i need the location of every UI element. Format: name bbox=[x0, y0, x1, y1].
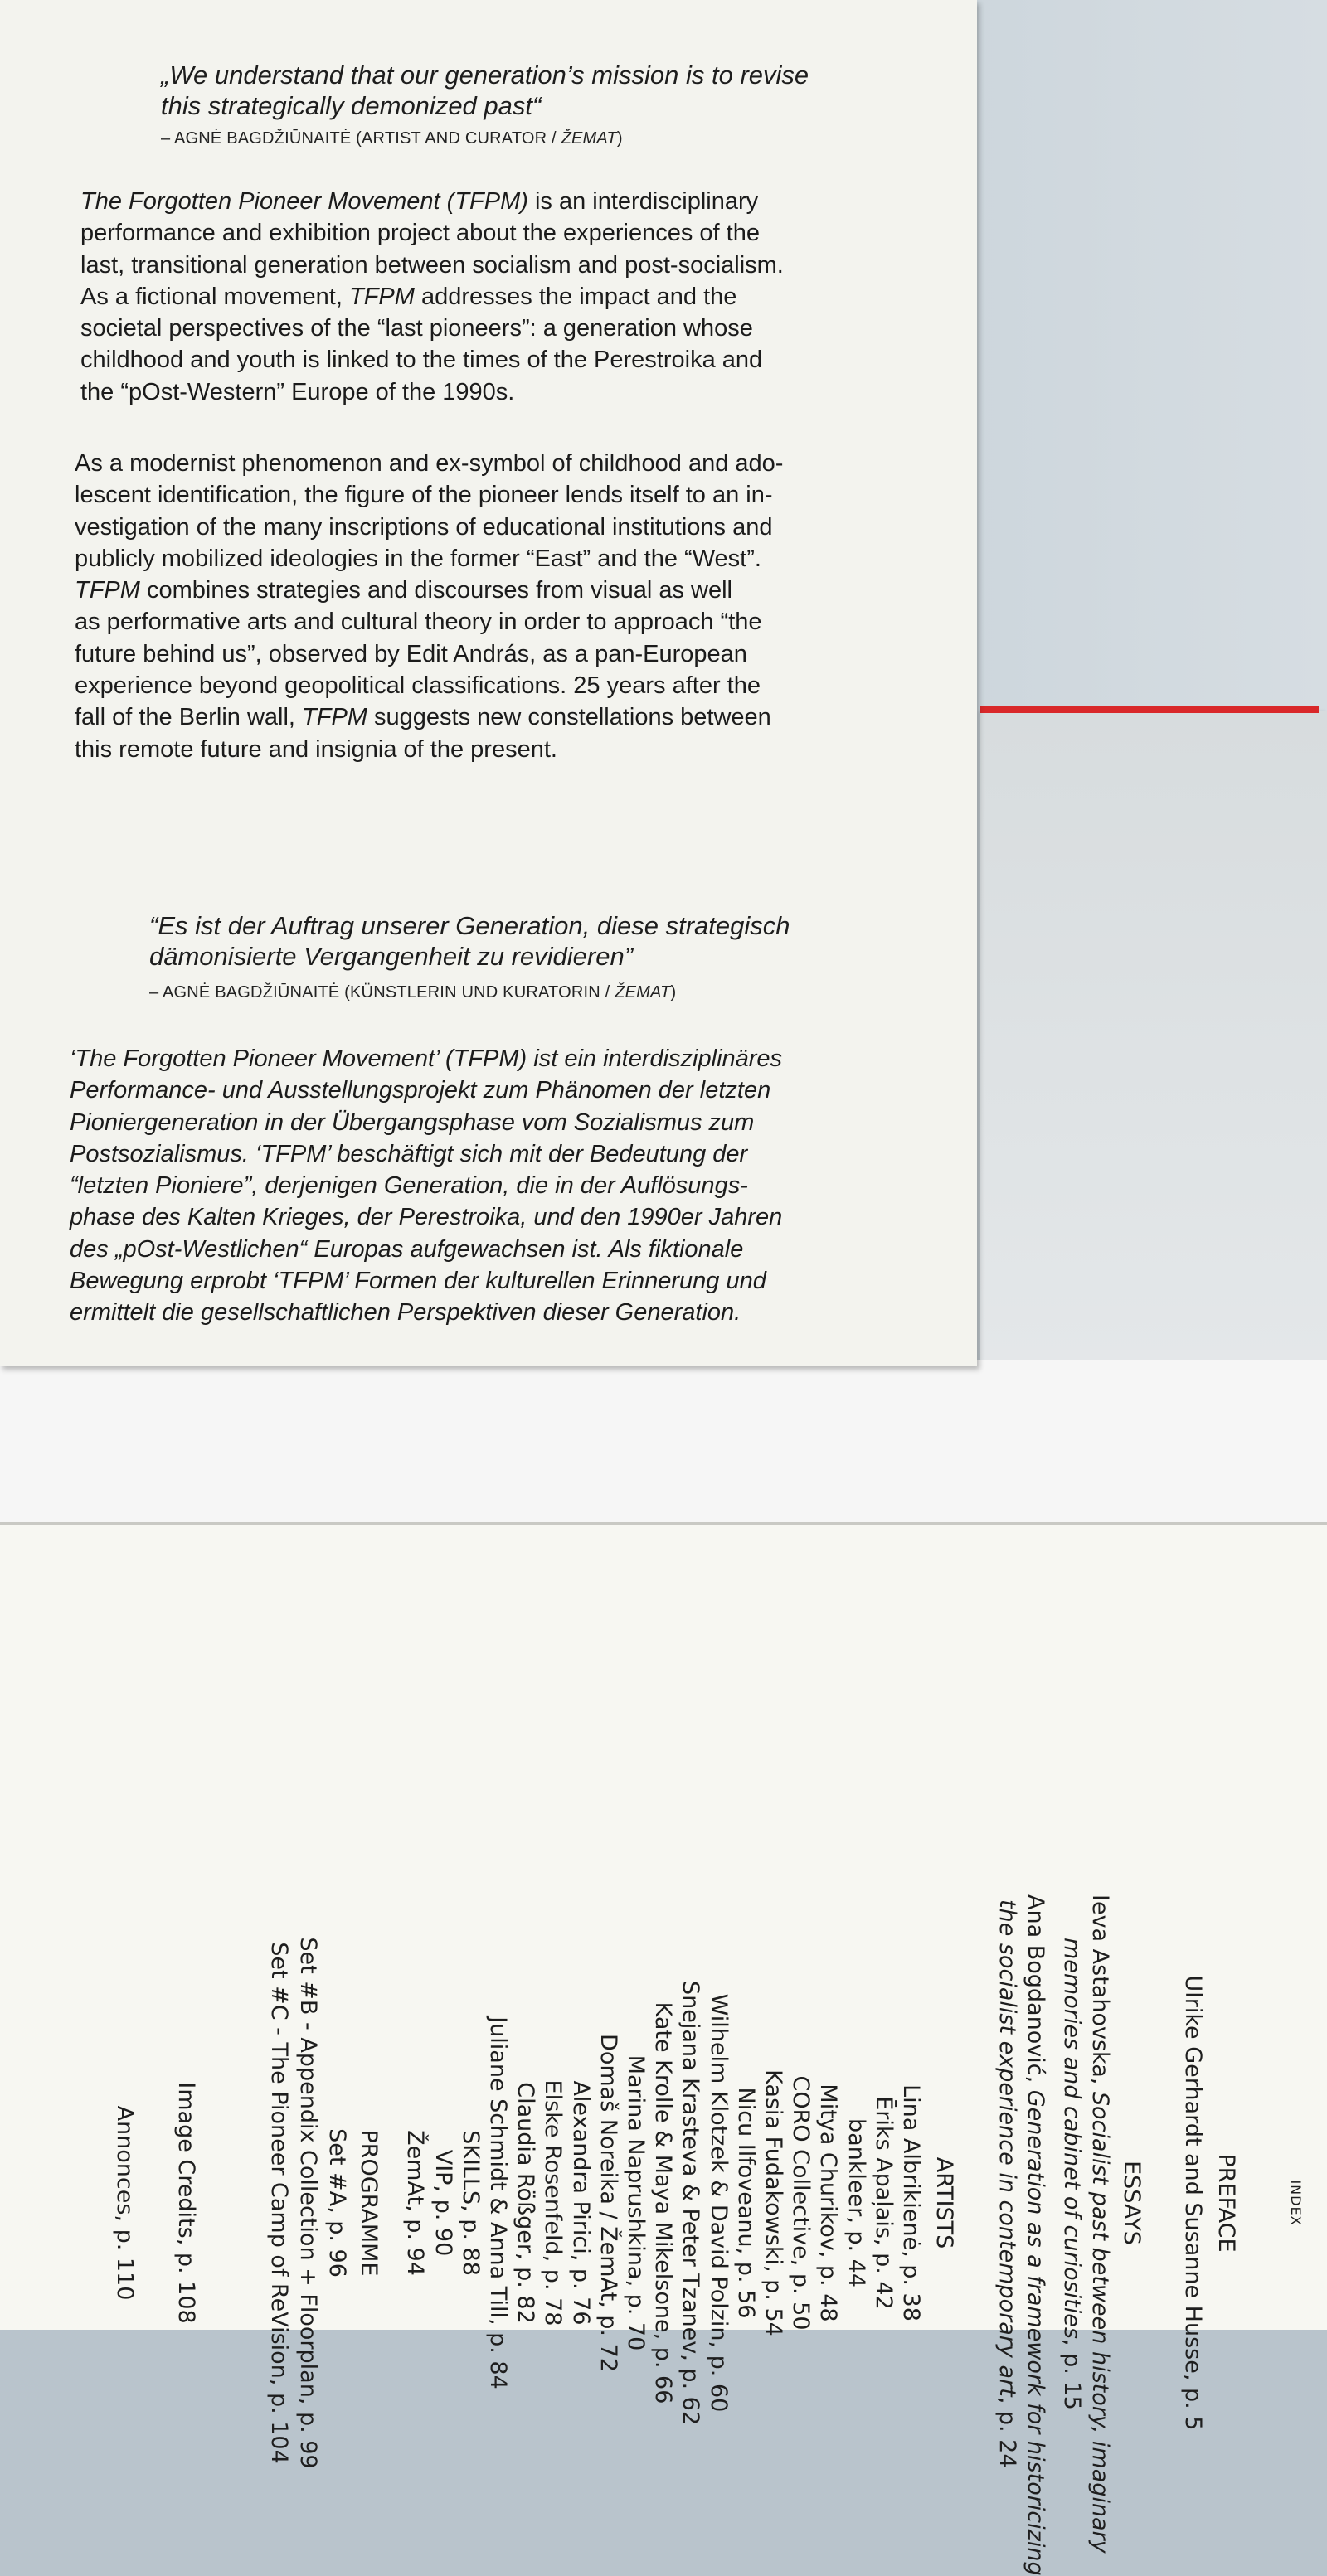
english-paragraph-2-line: lescent identification, the figure of the pioneer lends itself to an in- bbox=[75, 482, 773, 509]
artist-entry: Nicu Ilfoveanu, p. 56 bbox=[732, 2087, 759, 2319]
german-quote-line-2: dämonisierte Vergangenheit zu revidieren” bbox=[149, 942, 634, 971]
english-paragraph-2-line: publicly mobilized ideologies in the former “East” and the “West”. bbox=[75, 545, 761, 572]
programme-entry: Set #C - The Pioneer Camp of ReVision, p. 104 bbox=[266, 1942, 292, 2464]
essay-1-title-b: memories and cabinet of curiosities bbox=[1059, 1938, 1085, 2339]
essay-2-author: Ana Bogdanović, bbox=[1023, 1894, 1048, 2090]
programme-entry: Set #A, p. 96 bbox=[324, 2128, 350, 2278]
top-page bbox=[0, 0, 977, 1366]
english-paragraph-2-line: fall of the Berlin wall, TFPM suggests new constellations between bbox=[75, 704, 771, 731]
german-quote-line-1: “Es ist der Auftrag unserer Generation, diese strategisch bbox=[149, 911, 790, 940]
image-credits-entry: Image Credits, p. 108 bbox=[173, 2082, 199, 2324]
artist-entry: Snejana Krasteva & Peter Tzanev, p. 62 bbox=[678, 1980, 704, 2426]
artist-entry: Elske Rosenfeld, p. 78 bbox=[540, 2079, 566, 2326]
english-attribution-prefix: – AGNĖ BAGDŽIŪNAITĖ (ARTIST AND CURATOR / bbox=[161, 129, 561, 148]
artist-entry: Kate Krolle & Maya Mikelsone, p. 66 bbox=[650, 2001, 677, 2404]
artist-entry: Juliane Schmidt & Anna Till, p. 84 bbox=[485, 2016, 511, 2389]
english-paragraph-1 bbox=[80, 186, 784, 408]
artists-heading: ARTISTS bbox=[931, 2156, 957, 2249]
german-paragraph-line: “letzten Pioniere”, derjenigen Generation, die in der Auflösungs- bbox=[70, 1172, 748, 1200]
english-attribution bbox=[161, 129, 623, 148]
german-paragraph-line: Postsozialismus. ‘TFPM’ beschäftigt sich mit der Bedeutung der bbox=[70, 1140, 748, 1167]
english-paragraph-2-line: As a modernist phenomenon and ex-symbol of childhood and ado- bbox=[75, 450, 784, 477]
essay-1-line-1 bbox=[1087, 1894, 1113, 2554]
german-paragraph-line: ermittelt die gesellschaftlichen Perspektiven dieser Generation. bbox=[70, 1299, 741, 1327]
artist-entry: SKILLS, p. 88 bbox=[457, 2130, 484, 2276]
artist-entry: ŽemAt, p. 94 bbox=[402, 2130, 429, 2276]
german-paragraph bbox=[70, 1043, 782, 1329]
english-attribution-suffix: ) bbox=[616, 129, 623, 148]
german-paragraph-line: Bewegung erprobt ‘TFPM’ Formen der kulturellen Erinnerung und bbox=[70, 1268, 766, 1295]
english-paragraph-2-line: TFPM combines strategies and discourses from visual as well bbox=[75, 577, 732, 604]
english-paragraph-1-line: childhood and youth is linked to the times of the Perestroika and bbox=[80, 347, 763, 374]
essays-heading: ESSAYS bbox=[1119, 2161, 1145, 2245]
english-quote bbox=[161, 60, 809, 121]
english-paragraph-1-line: societal perspectives of the “last pioneers”: a generation whose bbox=[80, 315, 753, 342]
essay-2-line-1 bbox=[1023, 1894, 1048, 2576]
english-paragraph-1-line: As a fictional movement, TFPM addresses the impact and the bbox=[80, 283, 737, 310]
artist-entry: Wilhelm Klotzek & David Polzin, p. 60 bbox=[705, 1993, 732, 2413]
english-quote-line-1: „We understand that our generation’s mission is to revise bbox=[161, 61, 809, 90]
artist-entry: VIP, p. 90 bbox=[430, 2149, 456, 2257]
essay-2-line-2 bbox=[994, 1899, 1020, 2468]
english-paragraph-2-line: vestigation of the many inscriptions of educational institutions and bbox=[75, 513, 773, 541]
essay-1-title-a: Socialist past between history, imaginary bbox=[1087, 2091, 1113, 2554]
programme-heading: PROGRAMME bbox=[356, 2129, 382, 2277]
english-paragraph-1-line: The Forgotten Pioneer Movement (TFPM) is an interdisciplinary bbox=[80, 188, 759, 215]
artist-entry: Mitya Churikov, p. 48 bbox=[815, 2084, 842, 2322]
artist-entry: CORO Collective, p. 50 bbox=[788, 2075, 814, 2331]
index-section bbox=[10, 1888, 1304, 2576]
english-paragraph-1-line: the “pOst-Western” Europe of the 1990s. bbox=[80, 378, 515, 405]
essay-2-page: , p. 24 bbox=[994, 2396, 1020, 2468]
artist-entry: Alexandra Pirici, p. 76 bbox=[567, 2080, 594, 2326]
red-page-edge bbox=[980, 706, 1319, 713]
german-quote bbox=[149, 910, 790, 972]
german-paragraph-line: Performance- und Ausstellungsprojekt zum Phänomen der letzten bbox=[70, 1077, 771, 1104]
german-paragraph-line: phase des Kalten Krieges, der Perestroika, und den 1990er Jahren bbox=[70, 1204, 783, 1231]
german-paragraph-line: Pioniergeneration in der Übergangsphase vom Sozialismus zum bbox=[70, 1109, 755, 1136]
essay-2-title-a: Generation as a framework for historicizing bbox=[1023, 2089, 1048, 2576]
essay-2-title-b: the socialist experience in contemporary art bbox=[994, 1899, 1020, 2397]
english-paragraph-2 bbox=[75, 448, 783, 765]
german-attribution bbox=[149, 983, 676, 1002]
artist-entry: Domaš Noreika / ŽemAt, p. 72 bbox=[595, 2034, 621, 2372]
programme-entry: Set #B - Appendix Collection + Floorplan, p. 99 bbox=[295, 1937, 321, 2469]
german-paragraph-line: ‘The Forgotten Pioneer Movement’ (TFPM) ist ein interdisziplinäres bbox=[70, 1045, 783, 1072]
english-paragraph-2-line: experience beyond geopolitical classifications. 25 years after the bbox=[75, 672, 761, 700]
english-attribution-org: ŽEMAT bbox=[561, 129, 617, 148]
annonces-entry: Annonces, p. 110 bbox=[112, 2105, 138, 2301]
german-attribution-org: ŽEMAT bbox=[615, 983, 671, 1002]
artist-entry: Ēriks Apaļais, p. 42 bbox=[870, 2096, 897, 2310]
artist-entry: Marina Naprushkina, p. 70 bbox=[623, 2054, 649, 2351]
essay-1-line-2 bbox=[1059, 1938, 1085, 2410]
index-title: INDEX bbox=[1288, 2180, 1304, 2226]
english-paragraph-2-line: this remote future and insignia of the present. bbox=[75, 735, 557, 763]
german-attribution-suffix: ) bbox=[670, 983, 677, 1002]
german-attribution-prefix: – AGNĖ BAGDŽIŪNAITĖ (KÜNSTLERIN UND KURATORIN / bbox=[149, 983, 615, 1002]
german-paragraph-line: des „pOst-Westlichen“ Europas aufgewachsen ist. Als fiktionale bbox=[70, 1235, 744, 1263]
english-paragraph-2-line: future behind us”, observed by Edit András, as a pan-European bbox=[75, 640, 747, 667]
artist-entry: Lina Albrikienė, p. 38 bbox=[898, 2084, 924, 2321]
preface-heading: PREFACE bbox=[1213, 2153, 1239, 2253]
english-paragraph-1-line: last, transitional generation between socialism and post-socialism. bbox=[80, 251, 784, 279]
essay-1-page: , p. 15 bbox=[1059, 2338, 1085, 2410]
artist-entry: Kasia Fudakowski, p. 54 bbox=[761, 2069, 786, 2336]
english-paragraph-1-line: performance and exhibition project about the experiences of the bbox=[80, 220, 760, 247]
artist-entry: bankleer, p. 44 bbox=[843, 2118, 869, 2288]
english-paragraph-2-line: as performative arts and cultural theory in order to approach “the bbox=[75, 609, 762, 636]
english-quote-line-2: this strategically demonized past“ bbox=[161, 91, 542, 120]
preface-entry: Ulrike Gerhardt and Susanne Husse, p. 5 bbox=[1180, 1975, 1206, 2431]
artist-entry: Claudia Rößger, p. 82 bbox=[513, 2082, 539, 2324]
white-page-band bbox=[0, 1360, 1327, 1526]
essay-1-author: Ieva Astahovska, bbox=[1087, 1894, 1113, 2092]
